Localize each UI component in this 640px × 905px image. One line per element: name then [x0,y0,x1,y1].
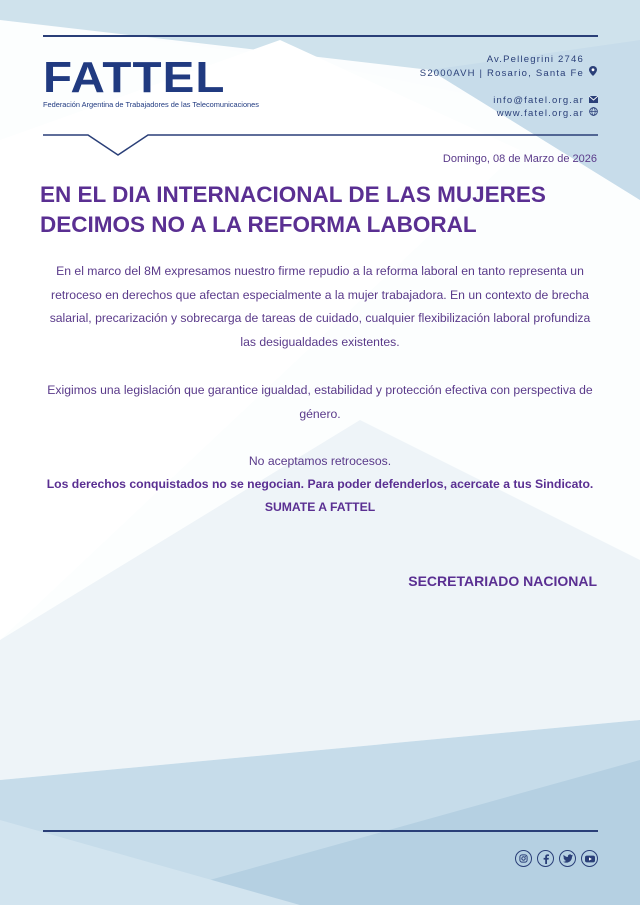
paragraph-2: Exigimos una legislación que garantice igualdad, estabilidad y protección efectiva con perspectiva de género. [47,383,593,421]
instagram-icon[interactable] [515,850,532,867]
twitter-icon[interactable] [559,850,576,867]
title-line-1: EN EL DIA INTERNACIONAL DE LAS MUJERES [40,182,546,207]
footer-rule [43,830,598,832]
header-top-rule [43,35,598,37]
document-date: Domingo, 08 de Marzo de 2026 [442,153,597,165]
no-retrocesos-line: No aceptamos retrocesos. [248,454,392,468]
derechos-line: Los derechos conquistados no se negocian. Para poder defenderlos, acercate a tus Sindicato. [46,477,594,491]
contact-block [493,95,598,120]
social-links [515,850,598,867]
address-line-1: Av.Pellegrini 2746 [486,54,584,65]
address-block [420,54,598,80]
facebook-icon[interactable] [537,850,554,867]
document-title [40,180,610,240]
youtube-icon[interactable] [581,850,598,867]
logo-subtitle: Federación Argentina de Trabajadores de las Telecomunicaciones [43,100,259,109]
fattel-logo: FATTEL [43,53,226,102]
sumate-line: SUMATE A FATTEL [264,500,376,514]
title-line-2: DECIMOS NO A LA REFORMA LABORAL [40,212,477,237]
address-line-2: S2000AVH | Rosario, Santa Fe [419,68,584,79]
globe-icon [588,107,598,120]
website-link[interactable]: www.fatel.org.ar [496,108,584,119]
paragraph-1: En el marco del 8M expresamos nuestro firme repudio a la reforma laboral en tanto representa un retroceso en derechos que afectan especialmente a la mujer trabajadora. En un contexto de brecha salarial, precarización y sobrecarga de tareas de cuidado, cualquier flexibilización laboral profundiza las desigualdades existentes. [49,264,591,349]
signature: SECRETARIADO NACIONAL [408,573,597,589]
envelope-icon [588,95,598,107]
email-link[interactable]: info@fatel.org.ar [493,95,584,106]
location-pin-icon [588,66,598,80]
